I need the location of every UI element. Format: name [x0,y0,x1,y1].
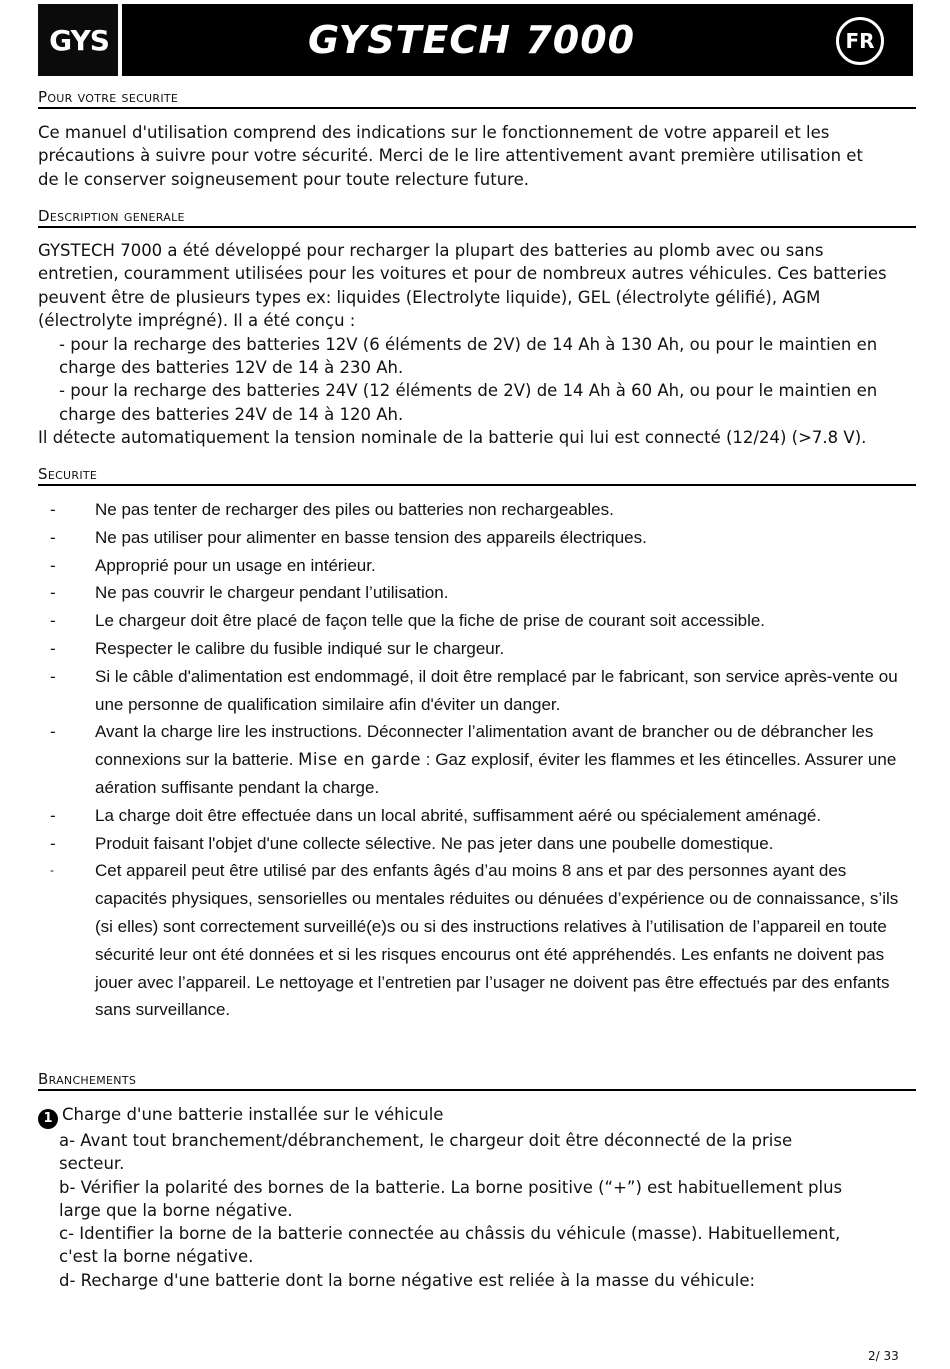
text-line: c- Identifier la borne de la batterie connectée au châssis du véhicule (masse). Habituellement, [59,1224,841,1244]
number-one-bullet-icon: 1 [38,1109,58,1129]
list-dash: - [50,722,56,742]
list-item-text: Ne pas couvrir le chargeur pendant l’utilisation. [95,583,449,603]
list-item [38,579,916,607]
section-title-branchements: Branchements [38,1070,916,1091]
text-line: - pour la recharge des batteries 24V (12 éléments de 2V) de 14 Ah à 60 Ah, ou pour le maintien en [59,381,878,401]
list-item [38,552,916,580]
text-line: Il détecte automatiquement la tension nominale de la batterie qui lui est connecté (12/24) (>7.8 V). [38,428,867,448]
section-title-description: Description generale [38,207,916,228]
list-dash: - [50,500,56,519]
list-dash: - [50,527,56,547]
safety-paragraph [38,121,904,191]
list-dash: - [50,863,54,878]
text-line: charge des batteries 24V de 14 à 120 Ah. [59,404,404,424]
list-item [38,524,916,552]
list-item [38,635,916,663]
text-line: Ce manuel d'utilisation comprend des indications sur le fonctionnement de votre appareil et les [38,123,830,142]
list-item [38,496,916,524]
safety-list [38,496,916,1024]
warning-label: Mise en garde [298,750,422,770]
brand-logo-text: GYS [49,24,109,57]
list-item-text: Si le câble d'alimentation est endommagé, il doit être remplacé par le fabricant, son service après-vente ou une personne de qualification similaire afin d'éviter un danger. [95,666,898,714]
list-item-text: Ne pas tenter de recharger des piles ou batteries non rechargeables. [95,500,614,519]
text-line: GYSTECH 7000 a été développé pour recharger la plupart des batteries au plomb avec ou sans [38,241,824,260]
connections-heading [38,1103,904,1129]
list-item [38,718,916,801]
section-title-securite: Securite [38,465,916,486]
list-item [38,663,916,719]
description-paragraph [38,239,916,450]
list-dash: - [50,611,56,631]
list-dash: - [50,583,56,603]
list-item-text: Avant la charge lire les instructions. Déconnecter l’alimentation avant de brancher ou de débrancher les connexions sur la batterie. [95,722,874,770]
list-item [38,830,916,858]
list-dash: - [50,555,56,575]
list-item-text: Cet appareil peut être utilisé par des enfants âgés d’au moins 8 ans et par des personnes ayant des capacités physiques, sensorielles ou mentales réduites ou dénuées d’expérience ou de connaissance, s’ils (si elles) sont correctement surveillé(e)s ou si des instructions relatives à l’utilisation de l’appareil en toute sécurité leur ont été données et si les risques encourus ont été appréhendés. Les enfants ne doivent pas jouer avec l’appareil. Le nettoyage et l’entretien par l’usager ne doivent pas être effectués par des enfants sans surveillance. [95,861,899,1020]
list-item [38,607,916,635]
text-line: c'est la borne négative. [59,1247,254,1267]
text-line: secteur. [59,1154,125,1174]
list-dash: - [50,666,56,686]
list-item-text: Respecter le calibre du fusible indiqué sur le chargeur. [95,638,505,658]
product-title: GYSTECH 7000 [308,18,636,62]
connections-heading-text: Charge d'une batterie installée sur le véhicule [62,1105,444,1124]
text-line: précautions à suivre pour votre sécurité. Merci de le lire attentivement avant première utilisation et [38,146,863,166]
list-item-text: : Gaz explosif, éviter les flammes et les étincelles. Assurer une aération suffisante pendant la charge. [95,750,897,797]
list-item-text: Produit faisant l'objet d'une collecte sélective. Ne pas jeter dans une poubelle domestique. [95,833,774,853]
list-item [38,857,916,1024]
section-title-safety: Pour votre securite [38,88,916,109]
page-number: 2/ 33 [868,1349,899,1363]
list-dash: - [50,638,56,658]
list-dash: - [50,833,56,853]
text-line: large que la borne négative. [59,1200,293,1220]
list-item [38,802,916,830]
text-line: de le conserver soigneusement pour toute relecture future. [38,169,529,189]
list-item-text: La charge doit être effectuée dans un local abrité, suffisamment aéré ou spécialement aménagé. [95,805,822,825]
list-item-text: Le chargeur doit être placé de façon telle que la fiche de prise de courant soit accessible. [95,611,766,631]
text-line: a- Avant tout branchement/débranchement, le chargeur doit être déconnecté de la prise [59,1131,793,1150]
text-line: peuvent être de plusieurs types ex: liquides (Electrolyte liquide), GEL (électrolyte gélifié), AGM [38,287,821,307]
header-divider [118,4,122,76]
header-banner [38,4,913,76]
list-item-text: Approprié pour un usage en intérieur. [95,555,376,575]
language-badge: FR [836,17,884,65]
text-line: b- Vérifier la polarité des bornes de la batterie. La borne positive (“+”) est habituellement plus [59,1177,843,1197]
list-item-text: Ne pas utiliser pour alimenter en basse tension des appareils électriques. [95,527,647,547]
text-line: (électrolyte imprégné). Il a été conçu : [38,311,356,331]
brand-logo [38,4,118,76]
text-line: charge des batteries 12V de 14 à 230 Ah. [59,358,404,378]
text-line: - pour la recharge des batteries 12V (6 éléments de 2V) de 14 Ah à 130 Ah, ou pour le maintien en [59,334,878,354]
text-line: d- Recharge d'une batterie dont la borne négative est reliée à la masse du véhicule: [59,1270,756,1290]
text-line: entretien, couramment utilisées pour les voitures et pour de nombreux autres véhicules. Ces batteries [38,264,887,284]
list-dash: - [50,805,56,825]
connections-block [38,1103,904,1292]
